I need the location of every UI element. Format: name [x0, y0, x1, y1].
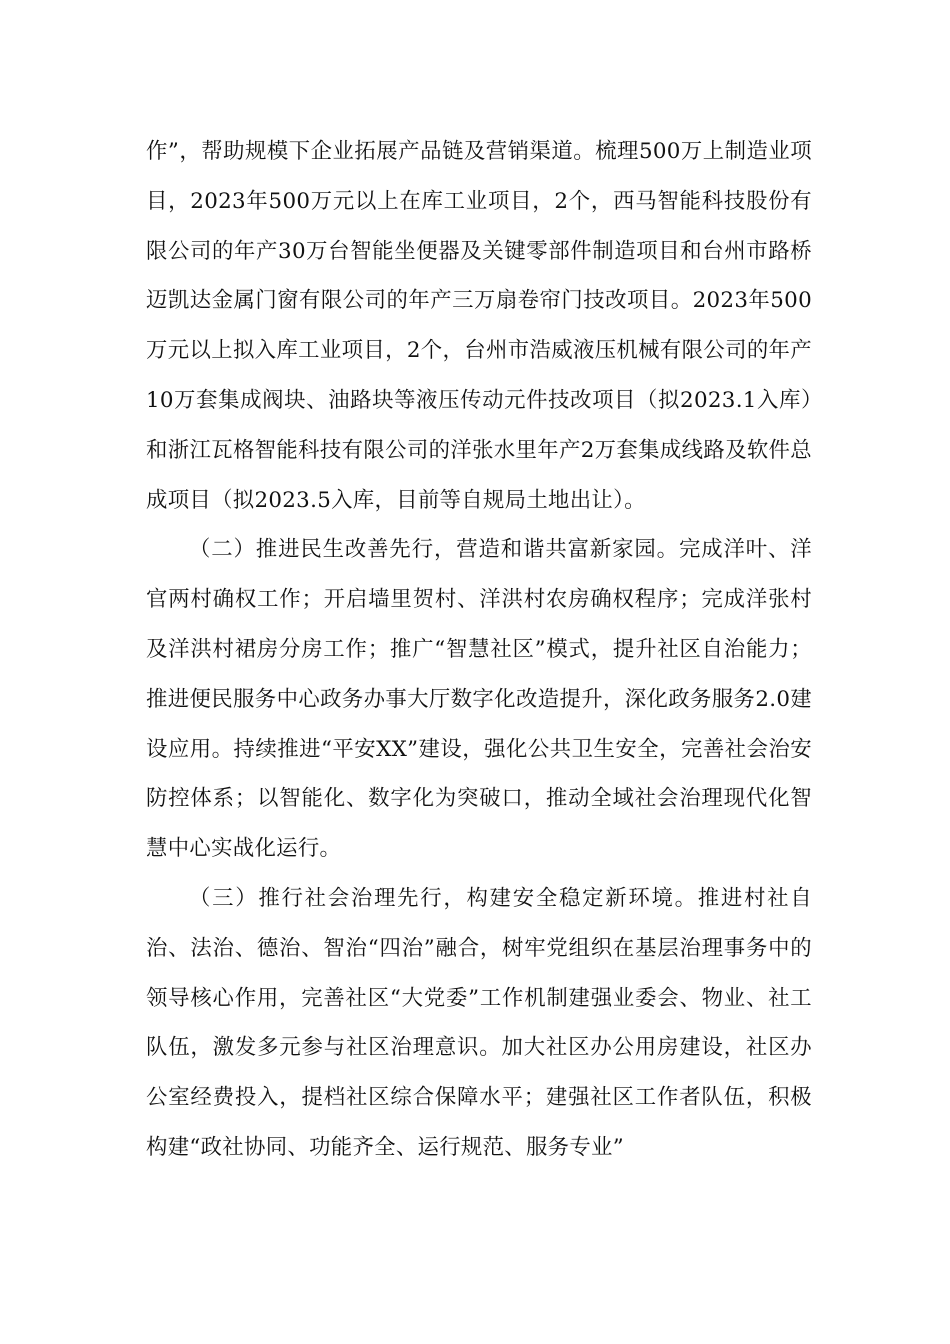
- document-body: [146, 127, 812, 1173]
- paragraph-livelihood-improvement: （二）推进民生改善先行，营造和谐共富新家园。完成洋叶、洋官两村确权工作；开启墙里贺村、洋洪村农房确权程序；完成洋张村及洋洪村裙房分房工作；推广“智慧社区”模式，提升社区自治能力；推进便民服务中心政务办事大厅数字化改造提升，深化政务服务2.0建设应用。持续推进“平安XX”建设，强化公共卫生安全，完善社会治安防控体系；以智能化、数字化为突破口，推动全域社会治理现代化智慧中心实战化运行。: [146, 537, 812, 862]
- paragraph-social-governance: （三）推行社会治理先行，构建安全稳定新环境。推进村社自治、法治、德治、智治“四治”融合，树牢党组织在基层治理事务中的领导核心作用，完善社区“大党委”工作机制建强业委会、物业、社工队伍，激发多元参与社区治理意识。加大社区办公用房建设，社区办公室经费投入，提档社区综合保障水平；建强社区工作者队伍，积极构建“政社协同、功能齐全、运行规范、服务专业”: [146, 885, 812, 1160]
- paragraph-industrial-projects: 作”，帮助规模下企业拓展产品链及营销渠道。梳理500万上制造业项目，2023年500万元以上在库工业项目，2个，西马智能科技股份有限公司的年产30万台智能坐便器及关键零部件制造项目和台州市路桥迈凯达金属门窗有限公司的年产三万扇卷帘门技改项目。2023年500万元以上拟入库工业项目，2个，台州市浩威液压机械有限公司的年产10万套集成阀块、油路块等液压传动元件技改项目（拟2023.1入库）和浙江瓦格智能科技有限公司的洋张水里年产2万套集成线路及软件总成项目（拟2023.5入库，目前等自规局土地出让）。: [146, 139, 812, 513]
